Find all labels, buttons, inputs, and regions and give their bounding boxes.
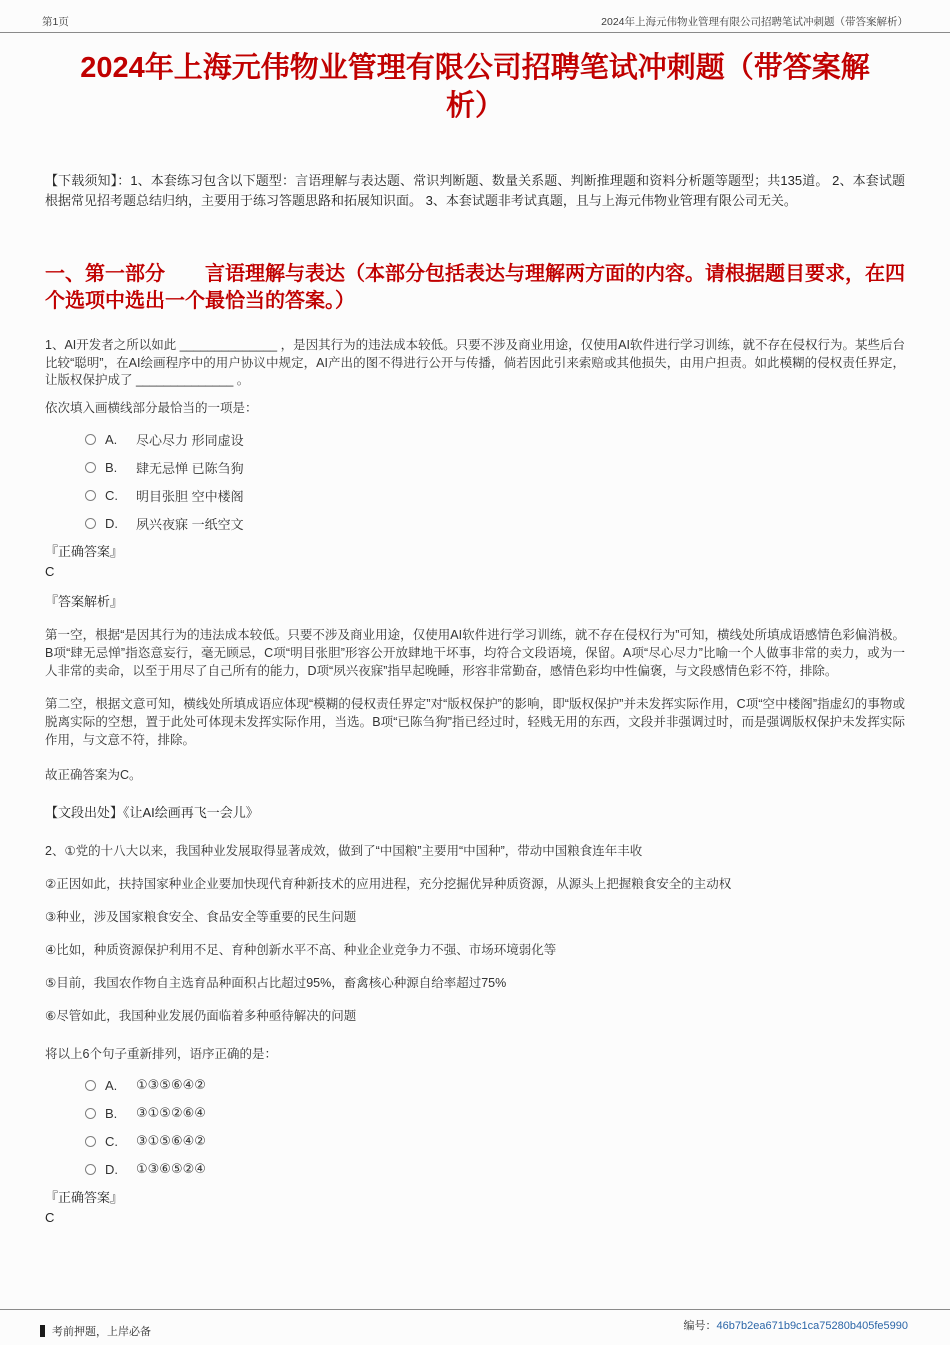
- footer-marker-icon: [40, 1325, 45, 1337]
- question-1-stem: 1、AI开发者之所以如此 ______________ ，是因其行为的违法成本较低。只要不涉及商业用途，仅使用AI软件进行学习训练，就不存在侵权行为。某些后台比较“聪明”，在AI绘画程序中的用户协议中规定，AI产出的图不得进行公开与传播，倘若因此引来索赔或其他损失，由用户担责。如此模糊的侵权责任界定，让版权保护成了 ______________ 。: [45, 338, 905, 387]
- section-one-heading: 一、第一部分 言语理解与表达（本部分包括表达与理解两方面的内容。请根据题目要求，在四个选项中选出一个最恰当的答案。）: [45, 263, 905, 312]
- option-text: 明目张胆 空中楼阁: [136, 488, 244, 504]
- question-2-correct-answer-value: C: [45, 1209, 55, 1225]
- question-1-source-note: 【文段出处】《让AI绘画再飞一会儿》: [45, 804, 259, 820]
- question-1-analysis-conclusion: 故正确答案为C。: [45, 767, 142, 782]
- question-2-correct-answer-label: 『正确答案』: [45, 1189, 124, 1205]
- option-text: ③①⑤②⑥④: [136, 1105, 206, 1120]
- question-1-correct-answer-value: C: [45, 563, 55, 579]
- page-header: [0, 0, 950, 33]
- option-letter: A.: [105, 1077, 118, 1093]
- footer-code-value: 46b7b2ea671b9c1ca75280b405fe5990: [716, 1320, 908, 1332]
- question-2-option-c[interactable]: [85, 1132, 905, 1151]
- question-2-option-a[interactable]: [85, 1076, 905, 1095]
- question-1-prompt: 依次填入画横线部分最恰当的一项是：: [45, 400, 258, 415]
- option-text: ①③⑤⑥④②: [136, 1077, 206, 1092]
- footer-slogan: 考前押题，上岸必备: [52, 1326, 151, 1338]
- radio-button-icon[interactable]: [85, 462, 96, 473]
- question-1-options: [45, 430, 905, 533]
- page-footer: [0, 1309, 950, 1345]
- question-1-analysis-paragraph-1: 第一空，根据“是因其行为的违法成本较低。只要不涉及商业用途，仅使用AI软件进行学习训练，就不存在侵权行为”可知，横线处所填成语感情色彩偏消极。B项“肆无忌惮”指恣意妄行，毫无顾忌，C项“明目张胆”形容公开放肆地干坏事，均符合文段语境，保留。A项“尽心尽力”比喻一个人做事非常的卖力，或为一人非常的卖命，以至于用尽了自己所有的能力，D项“夙兴夜寐”指早起晚睡，形容非常勤奋，感情色彩均中性偏褒，与文段感情色彩不符，排除。: [45, 627, 905, 678]
- option-letter: A.: [105, 431, 118, 447]
- header-doc-title: 2024年上海元伟物业管理有限公司招聘笔试冲刺题（带答案解析）: [601, 16, 908, 28]
- option-letter: C.: [105, 1133, 118, 1149]
- question-2-sentence-1: 2、①党的十八大以来，我国种业发展取得显著成效，做到了“中国粮”主要用“中国种”，带动中国粮食连年丰收: [45, 843, 643, 858]
- option-letter: D.: [105, 515, 118, 531]
- option-letter: C.: [105, 487, 118, 503]
- question-1-analysis-paragraph-2: 第二空，根据文意可知，横线处所填成语应体现“模糊的侵权责任界定”对“版权保护”的影响，即“版权保护”并未发挥实际作用，C项“空中楼阁”指虚幻的事物或脱离实际的空想，置于此处可体现未发挥实际作用，当选。B项“已陈刍狗”指已经过时，轻贱无用的东西，文段并非强调过时，而是强调版权保护未发挥实际作用，与文意不符，排除。: [45, 696, 905, 747]
- option-text: ①③⑥⑤②④: [136, 1161, 206, 1176]
- radio-button-icon[interactable]: [85, 1164, 96, 1175]
- option-text: 夙兴夜寐 一纸空文: [136, 516, 244, 532]
- question-2-options: [45, 1076, 905, 1179]
- question-2-sentence-5: ⑤目前，我国农作物自主选育品种面积占比超过95%，畜禽核心种源自给率超过75%: [45, 975, 507, 990]
- question-1-analysis-label: 『答案解析』: [45, 593, 124, 609]
- footer-right: [684, 1317, 908, 1345]
- question-2-sentence-3: ③种业，涉及国家粮食安全、食品安全等重要的民生问题: [45, 909, 357, 924]
- question-2-option-d[interactable]: [85, 1160, 905, 1179]
- radio-button-icon[interactable]: [85, 518, 96, 529]
- radio-button-icon[interactable]: [85, 1136, 96, 1147]
- option-letter: D.: [105, 1161, 118, 1177]
- question-2-sentence-6: ⑥尽管如此，我国种业发展仍面临着多种亟待解决的问题: [45, 1008, 357, 1023]
- question-1-option-b[interactable]: [85, 458, 905, 477]
- question-2-sentence-4: ④比如，种质资源保护利用不足、育种创新水平不高、种业企业竞争力不强、市场环境弱化等: [45, 942, 557, 957]
- question-1-option-a[interactable]: [85, 430, 905, 449]
- header-page-number: 第1页: [42, 16, 69, 28]
- question-2-option-b[interactable]: [85, 1104, 905, 1123]
- option-letter: B.: [105, 1105, 118, 1121]
- radio-button-icon[interactable]: [85, 1080, 96, 1091]
- download-notice: 【下载须知】：1、本套练习包含以下题型：言语理解与表达题、常识判断题、数量关系题、判断推理题和资料分析题等题型；共135道。 2、本套试题根据常见招考题总结归纳，主要用于练习答题思路和拓展知识面。 3、本套试题非考试真题，且与上海元伟物业管理有限公司无关。: [45, 173, 905, 208]
- option-text: 肆无忌惮 已陈刍狗: [136, 460, 244, 476]
- question-2-prompt: 将以上6个句子重新排列，语序正确的是：: [45, 1046, 277, 1061]
- footer-code-label: 编号：: [683, 1320, 717, 1332]
- radio-button-icon[interactable]: [85, 434, 96, 445]
- option-text: 尽心尽力 形同虚设: [136, 432, 244, 448]
- question-2-sentence-2: ②正因如此，扶持国家种业企业要加快现代育种新技术的应用进程，充分挖掘优异种质资源，从源头上把握粮食安全的主动权: [45, 876, 732, 891]
- question-1-correct-answer-label: 『正确答案』: [45, 543, 124, 559]
- question-1-option-c[interactable]: [85, 486, 905, 505]
- option-text: ③①⑤⑥④②: [136, 1133, 206, 1148]
- radio-button-icon[interactable]: [85, 490, 96, 501]
- footer-left: [40, 1317, 151, 1345]
- option-letter: B.: [105, 459, 118, 475]
- radio-button-icon[interactable]: [85, 1108, 96, 1119]
- document-title: 2024年上海元伟物业管理有限公司招聘笔试冲刺题（带答案解析）: [80, 52, 870, 122]
- question-1-option-d[interactable]: [85, 514, 905, 533]
